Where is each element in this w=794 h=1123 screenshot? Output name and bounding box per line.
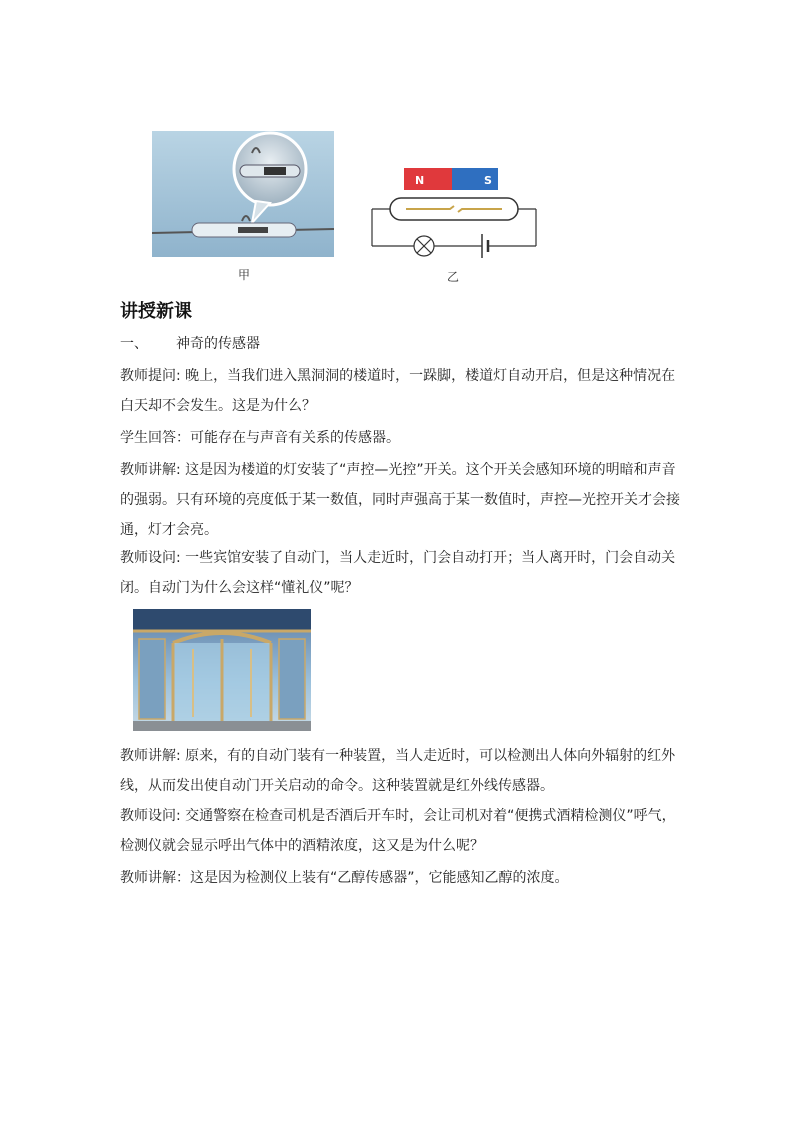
- figure-yi-caption: 乙: [447, 270, 460, 284]
- section-number: 一、: [120, 336, 148, 352]
- revolving-door-photo: [133, 609, 311, 731]
- paragraph: 教师设问: 一些宾馆安装了自动门，当人走近时，门会自动打开；当人离开时，门会自动关闭。自动门为什么会这样“懂礼仪”呢？: [120, 550, 676, 596]
- reed-switch-photo: [152, 131, 334, 257]
- reed-switch-circuit-diagram: [368, 162, 540, 262]
- paragraph: 教师讲解: 原来，有的自动门装有一种装置，当人走近时，可以检测出人体向外辐射的红外线，从而发出使自动门开关启动的命令。这种装置就是红外线传感器。: [120, 748, 676, 794]
- section-title: [120, 333, 260, 353]
- paragraph: 教师讲解：这是因为检测仪上装有“乙醇传感器”，它能感知乙醇的浓度。: [120, 870, 569, 886]
- magnet-n-label: N: [415, 174, 425, 187]
- magnet-north-pole: [404, 168, 452, 190]
- magnet-s-label: S: [484, 174, 492, 187]
- section-title-text: 神奇的传感器: [176, 336, 260, 352]
- heading: 讲授新课: [120, 301, 192, 322]
- paragraph: 学生回答：可能存在与声音有关系的传感器。: [120, 430, 400, 446]
- paragraph: 教师设问: 交通警察在检查司机是否酒后开车时，会让司机对着“便携式酒精检测仪”呼气，检测仪就会显示呼出气体中的酒精浓度，这又是为什么呢？: [120, 808, 676, 854]
- paragraph: 教师讲解: 这是因为楼道的灯安装了“声控—光控”开关。这个开关会感知环境的明暗和声音的强弱。只有环境的亮度低于某一数值，同时声强高于某一数值时，声控—光控开关才会接通，灯才会亮。: [120, 462, 680, 538]
- figure-jia-caption: 甲: [238, 268, 251, 282]
- paragraph: 教师提问: 晚上，当我们进入黑洞洞的楼道时，一跺脚，楼道灯自动开启，但是这种情况在白天却不会发生。这是为什么？: [120, 368, 676, 414]
